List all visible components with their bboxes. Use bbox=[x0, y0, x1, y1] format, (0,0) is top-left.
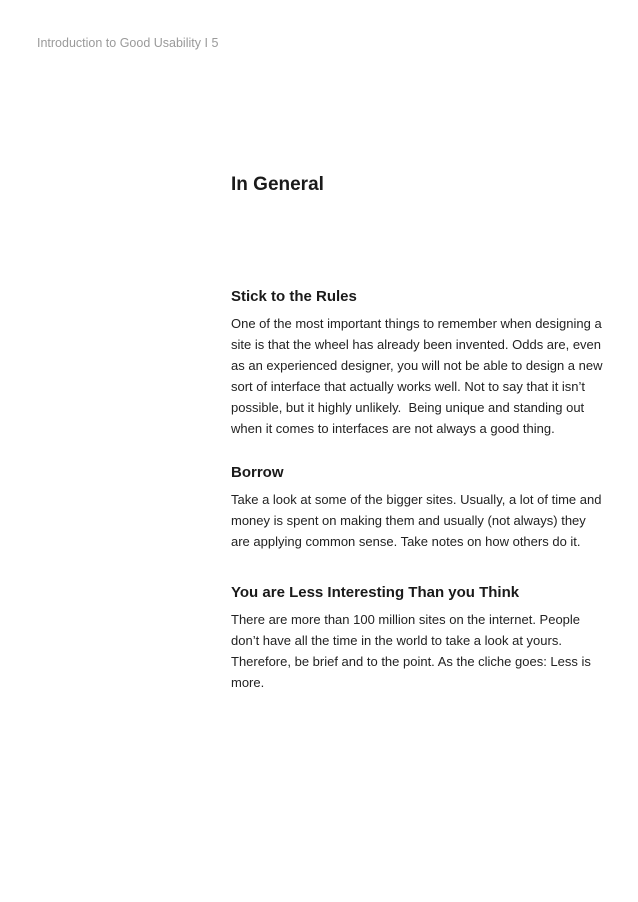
body-line: don’t have all the time in the world to take a look at yours. bbox=[231, 633, 562, 648]
body-line: There are more than 100 million sites on the internet. People bbox=[231, 612, 581, 627]
chapter-title: In General bbox=[231, 174, 324, 195]
section-borrow bbox=[231, 463, 611, 552]
body-line: Take a look at some of the bigger sites. Usually, a lot of time and bbox=[231, 492, 602, 507]
body-line: more. bbox=[231, 675, 265, 690]
running-header bbox=[37, 36, 218, 50]
body-line: as an experienced designer, you will not be able to design a new bbox=[231, 358, 603, 373]
body-line: when it comes to interfaces are not always a good thing. bbox=[231, 421, 555, 436]
section-heading: You are Less Interesting Than you Think bbox=[231, 584, 520, 601]
section-less-interesting bbox=[231, 583, 611, 693]
section-body bbox=[231, 489, 611, 552]
body-line: sort of interface that actually works well. Not to say that it isn’t bbox=[231, 379, 586, 394]
section-heading: Stick to the Rules bbox=[231, 288, 357, 305]
section-stick-to-the-rules bbox=[231, 287, 611, 439]
body-line: site is that the wheel has already been invented. Odds are, even bbox=[231, 337, 602, 352]
page-number: 5 bbox=[211, 36, 219, 50]
section-body bbox=[231, 609, 611, 693]
body-line: are applying common sense. Take notes on how others do it. bbox=[231, 534, 581, 549]
body-line: One of the most important things to remember when designing a bbox=[231, 316, 602, 331]
section-heading: Borrow bbox=[231, 464, 284, 481]
running-header-separator: I bbox=[204, 36, 208, 50]
section-body bbox=[231, 313, 611, 439]
body-line: money is spent on making them and usually (not always) they bbox=[231, 513, 586, 528]
body-line: possible, but it highly unlikely. Being unique and standing out bbox=[231, 400, 585, 415]
running-header-title: Introduction to Good Usability bbox=[37, 36, 201, 50]
body-line: Therefore, be brief and to the point. As the cliche goes: Less is bbox=[231, 654, 591, 669]
